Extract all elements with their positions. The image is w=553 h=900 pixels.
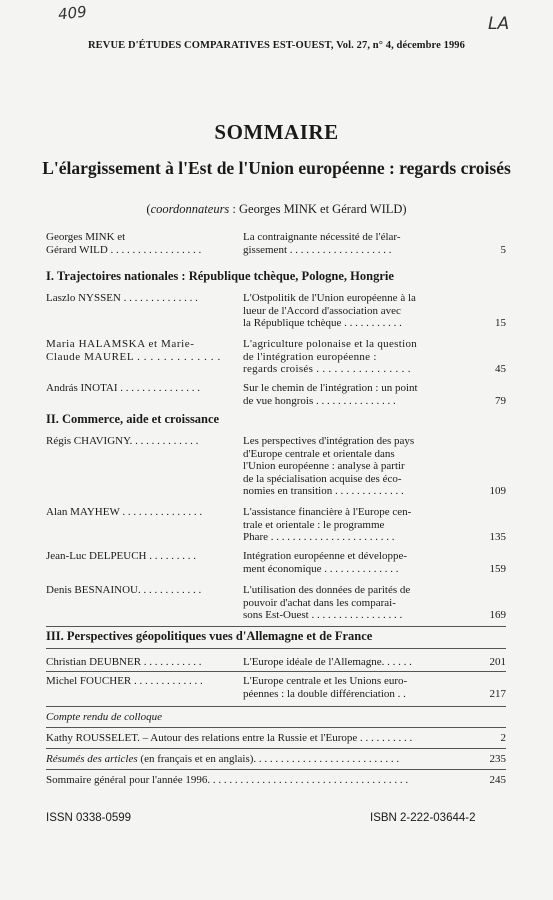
handwritten-note-right: LA bbox=[488, 14, 510, 34]
entry-page: 79 bbox=[495, 395, 506, 407]
entry-page: 15 bbox=[495, 317, 506, 329]
handwritten-note-left: 409 bbox=[57, 2, 88, 24]
entry-divider bbox=[46, 706, 506, 707]
sommaire-general-text: Sommaire général pour l'année 1996. . . . . . . . . . . . . . . . . . . . . . . . . . . . . . . . . . . . . bbox=[46, 774, 409, 786]
entry-article: L'Ostpolitik de l'Union européenne à la lueur de l'Accord d'association avec la République tchèque . . . . . . . . . . . bbox=[243, 292, 416, 329]
section-divider bbox=[46, 626, 506, 627]
resumes-label: Résumés des articles bbox=[46, 753, 138, 765]
entry-author: Denis BESNAINOU. . . . . . . . . . . . bbox=[46, 584, 202, 596]
entry-page: 217 bbox=[489, 688, 506, 700]
entry-article: L'Europe centrale et les Unions euro- péennes : la double différenciation . . bbox=[243, 675, 408, 700]
issn-number: ISSN 0338-0599 bbox=[46, 812, 132, 824]
entry-author: Christian DEUBNER . . . . . . . . . . . bbox=[46, 656, 202, 668]
page-title: SOMMAIRE bbox=[214, 120, 339, 144]
coordinators-label: coordonnateurs bbox=[150, 202, 230, 216]
resumes-page: 235 bbox=[489, 753, 506, 765]
entry-author: Jean-Luc DELPEUCH . . . . . . . . . bbox=[46, 550, 197, 562]
entry-article: L'Europe idéale de l'Allemagne. . . . . . bbox=[243, 656, 412, 668]
entry-page: 109 bbox=[489, 485, 506, 497]
journal-header: REVUE D'ÉTUDES COMPARATIVES EST-OUEST, Vol. 27, n° 4, décembre 1996 bbox=[88, 40, 465, 51]
entry-author: Alan MAYHEW . . . . . . . . . . . . . . . bbox=[46, 506, 203, 518]
section-heading-1: I. Trajectoires nationales : République tchèque, Pologne, Hongrie bbox=[46, 269, 394, 283]
entry-author: Georges MINK et Gérard WILD . . . . . . . . . . . . . . . . . bbox=[46, 231, 202, 256]
coordinators-names: : Georges MINK et Gérard WILD) bbox=[229, 202, 407, 216]
colloque-text: Kathy ROUSSELET. – Autour des relations entre la Russie et l'Europe . . . . . . . . . . bbox=[46, 732, 413, 744]
section-divider bbox=[46, 648, 506, 649]
entry-article: L'utilisation des données de parités de pouvoir d'achat dans les comparai- sons Est-Ouest . . . . . . . . . . . . . . . . . bbox=[243, 584, 411, 621]
entry-page: 159 bbox=[489, 563, 506, 575]
colloque-page: 2 bbox=[500, 732, 506, 744]
entry-page: 201 bbox=[489, 656, 506, 668]
entry-page: 45 bbox=[495, 363, 506, 375]
entry-divider bbox=[46, 727, 506, 728]
entry-article: L'agriculture polonaise et la question de l'intégration européenne : regards croisés . . . . . . . . . . . . . . . . bbox=[243, 338, 418, 375]
entry-article: Intégration européenne et développe- ment économique . . . . . . . . . . . . . . bbox=[243, 550, 408, 575]
entry-author: Régis CHAVIGNY. . . . . . . . . . . . . bbox=[46, 435, 199, 447]
entry-page: 169 bbox=[489, 609, 506, 621]
entry-divider bbox=[46, 748, 506, 749]
section-heading-3: III. Perspectives géopolitiques vues d'Allemagne et de France bbox=[46, 629, 373, 643]
coordinators-line: (coordonnateurs : Georges MINK et Gérard WILD) bbox=[146, 202, 407, 216]
entry-article: L'assistance financière à l'Europe cen- trale et orientale : le programme Phare . . . . . . . . . . . . . . . . . . . . . . . bbox=[243, 506, 412, 543]
entry-author: András INOTAI . . . . . . . . . . . . . . . bbox=[46, 382, 201, 394]
isbn-number: ISBN 2-222-03644-2 bbox=[370, 812, 476, 824]
issue-subtitle: L'élargissement à l'Est de l'Union européenne : regards croisés bbox=[42, 158, 511, 178]
entry-divider bbox=[46, 671, 506, 672]
entry-article: Les perspectives d'intégration des pays d'Europe centrale et orientale dans l'Union européenne : analyse à partir de la spécialisation acquise des éco- nomies en transition . . . . . . . . . . . . . bbox=[243, 435, 415, 497]
resumes-text: (en français et en anglais). . . . . . . . . . . . . . . . . . . . . . . . . . . bbox=[137, 753, 400, 765]
section-heading-2: II. Commerce, aide et croissance bbox=[46, 412, 220, 426]
entry-author: Michel FOUCHER . . . . . . . . . . . . . bbox=[46, 675, 203, 687]
entry-article: La contraignante nécessité de l'élar- gissement . . . . . . . . . . . . . . . . . . . bbox=[243, 231, 401, 256]
entry-page: 5 bbox=[500, 244, 506, 256]
entry-article: Sur le chemin de l'intégration : un point de vue hongrois . . . . . . . . . . . . . . . bbox=[243, 382, 418, 407]
entry-divider bbox=[46, 769, 506, 770]
entry-author: Maria HALAMSKA et Marie- Claude MAUREL . . . . . . . . . . . . . bbox=[46, 338, 221, 363]
sommaire-general-page: 245 bbox=[489, 774, 506, 786]
entry-page: 135 bbox=[489, 531, 506, 543]
entry-author: Laszlo NYSSEN . . . . . . . . . . . . . . bbox=[46, 292, 198, 304]
